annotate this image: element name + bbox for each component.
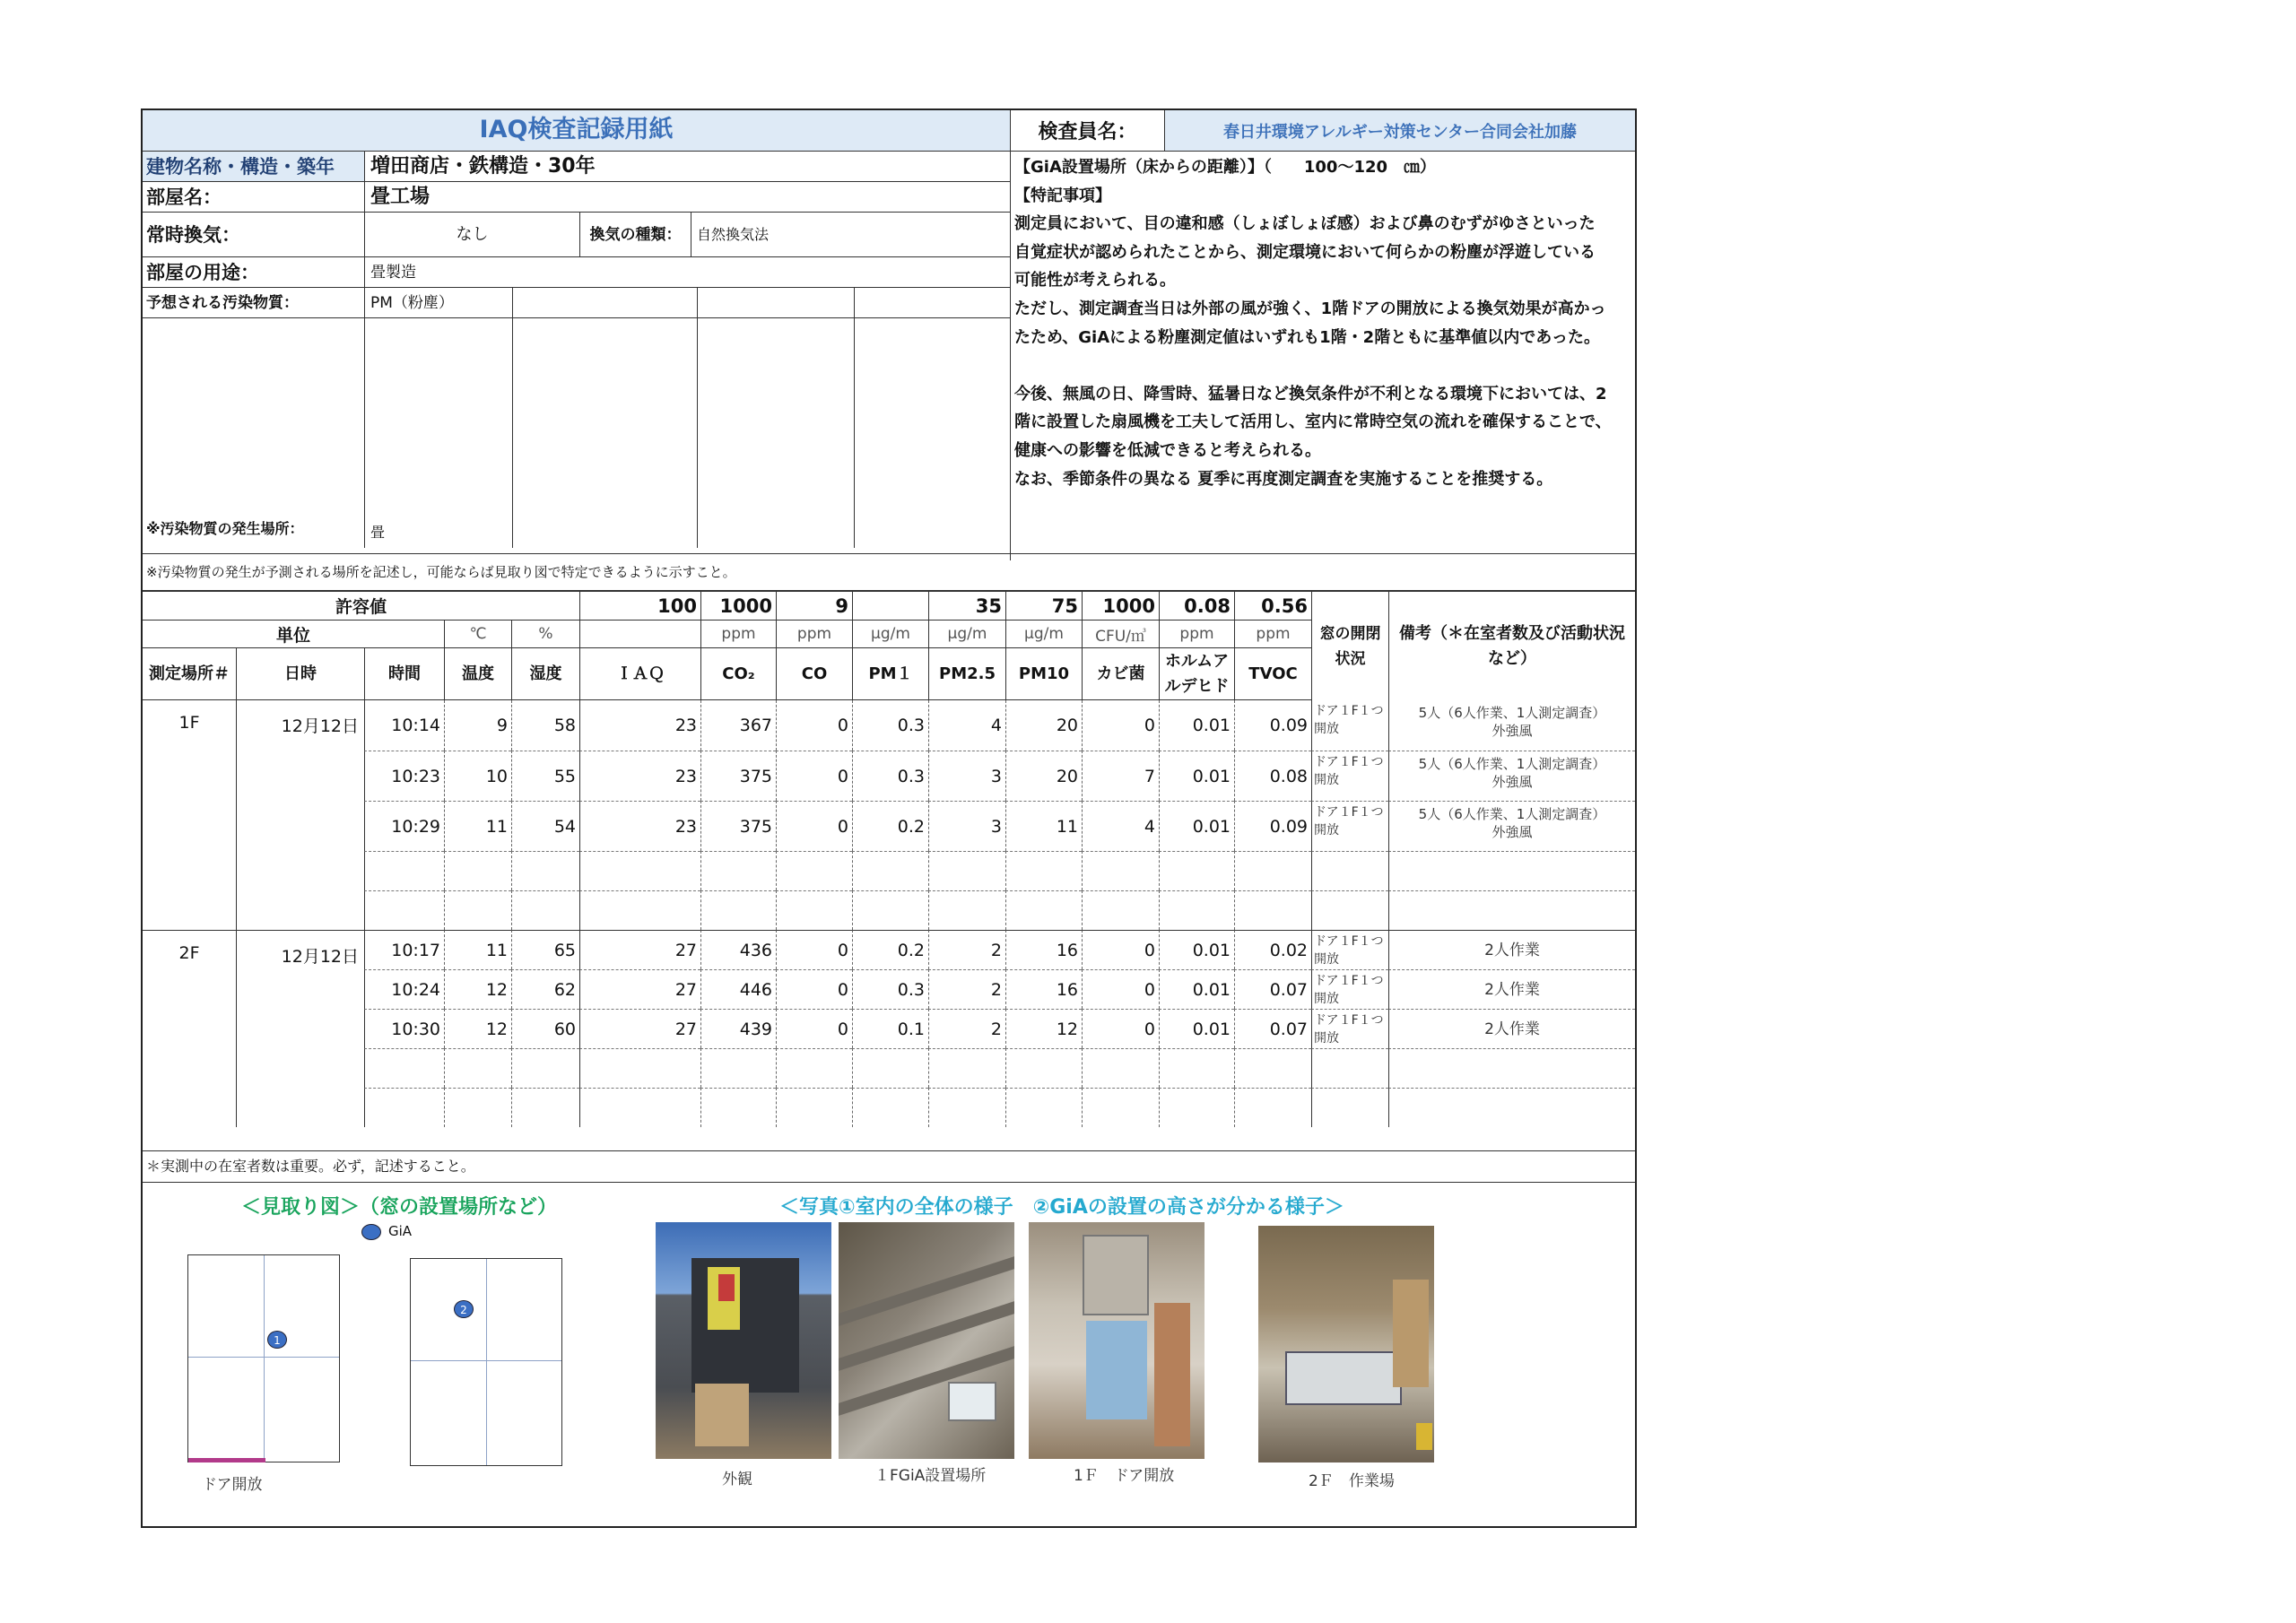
- cell-pm25: 4: [928, 700, 1005, 751]
- cell-pm10: [1005, 890, 1082, 930]
- special-note-line: [1014, 352, 1631, 380]
- cell-co: 0: [776, 700, 852, 751]
- cell-iaq: 23: [579, 801, 700, 851]
- floorplan-grid-line: [264, 1255, 265, 1462]
- remark-line: 2人作業: [1484, 1020, 1540, 1038]
- pollutant-value: PM（粉塵）: [365, 288, 513, 318]
- cell-window: [1311, 890, 1388, 930]
- cell-tvoc: 0.09: [1234, 700, 1311, 751]
- special-note-line: たため、GiAによる粉塵測定値はいずれも1階・2階ともに基準値以内であった。: [1014, 327, 1601, 347]
- special-note-line: 健康への影響を低減できると考えられる。: [1014, 440, 1321, 460]
- cell-hcho: 0.01: [1159, 969, 1234, 1009]
- cell-time: 10:29: [364, 801, 444, 851]
- photo-gia-location: [839, 1222, 1014, 1459]
- cell-pm10: 16: [1005, 930, 1082, 969]
- cell-pm10: 12: [1005, 1009, 1082, 1048]
- cell-pm1: 0.3: [852, 751, 928, 801]
- gia-legend-label: GiA: [388, 1223, 413, 1239]
- source-value: 畳: [370, 524, 386, 541]
- cell-co: 0: [776, 751, 852, 801]
- cell-hcho: 0.01: [1159, 751, 1234, 801]
- column-header: ホルムアルデヒド: [1159, 648, 1234, 700]
- gia-marker-2: 2: [454, 1300, 474, 1318]
- floorplan-title: ＜見取り図＞（窓の設置場所など）: [241, 1196, 558, 1219]
- remark-line: 5人（6人作業、1人測定調査）: [1418, 705, 1606, 721]
- column-header: ＩＡＱ: [579, 648, 700, 700]
- pollutant-cell-3: [698, 288, 855, 318]
- window-header: 窓の開閉状況: [1311, 591, 1388, 700]
- cell-hum: 54: [511, 801, 579, 851]
- cell-remarks: [1388, 930, 1635, 969]
- unit-value: μg/m: [1005, 621, 1082, 648]
- room-value: 畳工場: [365, 182, 1011, 213]
- cell-pm10: 16: [1005, 969, 1082, 1009]
- cell-pm10: 20: [1005, 751, 1082, 801]
- cell-pm1: 0.1: [852, 1009, 928, 1048]
- cell-time: [364, 1088, 444, 1127]
- cell-place: 2F: [143, 930, 236, 969]
- cell-window: [1311, 1088, 1388, 1127]
- cell-mold: [1082, 890, 1159, 930]
- photo-caption-workshop: 2Ｆ 作業場: [1309, 1472, 1395, 1490]
- cell-co: [776, 1048, 852, 1088]
- cell-time: 10:23: [364, 751, 444, 801]
- cell-pm25: 3: [928, 801, 1005, 851]
- cell-tvoc: [1234, 851, 1311, 890]
- cell-pm1: 0.2: [852, 930, 928, 969]
- cell-hum: [511, 1088, 579, 1127]
- cell-hum: 55: [511, 751, 579, 801]
- building-label: 建物名称・構造・築年: [143, 152, 365, 182]
- source-cell-2: [513, 318, 698, 548]
- cell-mold: 0: [1082, 1009, 1159, 1048]
- cell-date: [236, 1088, 364, 1127]
- cell-iaq: 23: [579, 751, 700, 801]
- cell-date: [236, 890, 364, 930]
- cell-pm10: 11: [1005, 801, 1082, 851]
- cell-tvoc: 0.07: [1234, 1009, 1311, 1048]
- cell-iaq: [579, 890, 700, 930]
- cell-mold: [1082, 1048, 1159, 1088]
- floorplan-grid-line: [486, 1259, 487, 1465]
- cell-co2: 375: [700, 751, 776, 801]
- pollutant-cell-4: [855, 288, 1011, 318]
- ventilation-value: なし: [365, 213, 580, 257]
- cell-hum: [511, 890, 579, 930]
- column-header: CO: [776, 648, 852, 700]
- unit-value: [579, 621, 700, 648]
- cell-time: 10:14: [364, 700, 444, 751]
- cell-mold: 0: [1082, 930, 1159, 969]
- cell-hum: 60: [511, 1009, 579, 1048]
- cell-time: 10:30: [364, 1009, 444, 1048]
- cell-remarks: [1388, 851, 1635, 890]
- unit-value: ppm: [1234, 621, 1311, 648]
- limit-value: [852, 591, 928, 621]
- pollutant-cell-2: [513, 288, 698, 318]
- cell-tvoc: 0.07: [1234, 969, 1311, 1009]
- cell-mold: 0: [1082, 969, 1159, 1009]
- door-marker: [188, 1458, 265, 1462]
- cell-hcho: [1159, 851, 1234, 890]
- cell-hcho: 0.01: [1159, 801, 1234, 851]
- special-note-line: 今後、無風の日、降雪時、猛暑日など換気条件が不利となる環境下においては、2: [1014, 384, 1607, 404]
- cell-co2: [700, 890, 776, 930]
- cell-temp: 11: [444, 801, 511, 851]
- photo-caption-exterior: 外観: [722, 1471, 752, 1488]
- cell-co2: 367: [700, 700, 776, 751]
- shelf-shape: [1393, 1280, 1429, 1387]
- unit-value: μg/m: [852, 621, 928, 648]
- cell-co2: [700, 1088, 776, 1127]
- cell-tvoc: 0.08: [1234, 751, 1311, 801]
- cell-pm1: 0.3: [852, 969, 928, 1009]
- cell-hcho: 0.01: [1159, 1009, 1234, 1048]
- unit-value: μg/m: [928, 621, 1005, 648]
- remark-line: 外強風: [1492, 774, 1533, 790]
- column-header: 温度: [444, 648, 511, 700]
- cell-iaq: 23: [579, 700, 700, 751]
- column-header: PM2.5: [928, 648, 1005, 700]
- window-status: ドア１F１つ開放: [1314, 704, 1384, 736]
- unit-value: CFU/㎥: [1082, 621, 1159, 648]
- cell-remarks: [1388, 969, 1635, 1009]
- cell-hcho: 0.01: [1159, 930, 1234, 969]
- cell-pm1: [852, 851, 928, 890]
- column-header: 時間: [364, 648, 444, 700]
- cell-pm25: 3: [928, 751, 1005, 801]
- cell-hcho: 0.01: [1159, 700, 1234, 751]
- usage-label: 部屋の用途：: [143, 257, 365, 288]
- info-block: [143, 152, 1011, 560]
- building-value: 増田商店・鉄構造・30年: [365, 152, 1011, 182]
- cell-pm1: [852, 890, 928, 930]
- cell-window: [1311, 930, 1388, 969]
- cell-place: [143, 969, 236, 1009]
- cell-remarks: [1388, 890, 1635, 930]
- special-note-line: 自覚症状が認められたことから、測定環境において何らかの粉塵が浮遊している: [1014, 242, 1596, 262]
- shutter-shape: [1083, 1235, 1149, 1315]
- pollutant-label: 予想される汚染物質：: [143, 288, 365, 318]
- cell-window: [1311, 851, 1388, 890]
- limit-value: 75: [1005, 591, 1082, 621]
- special-note-line: 階に設置した扇風機を工夫して活用し、室内に常時空気の流れを確保することで、: [1014, 412, 1612, 432]
- remarks-header: 備考（＊在室者数及び活動状況など）: [1388, 591, 1635, 700]
- source-cell-1: [365, 318, 513, 548]
- cell-hum: 65: [511, 930, 579, 969]
- column-header: CO₂: [700, 648, 776, 700]
- cell-temp: 9: [444, 700, 511, 751]
- cell-place: [143, 890, 236, 930]
- cell-temp: 10: [444, 751, 511, 801]
- unit-value: ppm: [1159, 621, 1234, 648]
- cell-co: [776, 1088, 852, 1127]
- cell-mold: 7: [1082, 751, 1159, 801]
- cell-remarks: [1388, 801, 1635, 851]
- cell-tvoc: [1234, 1048, 1311, 1088]
- sign-shape: [718, 1274, 735, 1301]
- remark-line: 5人（6人作業、1人測定調査）: [1418, 806, 1606, 822]
- inspector-value: 春日井環境アレルギー対策センター合同会社加藤: [1165, 110, 1635, 152]
- cell-place: [143, 751, 236, 801]
- limit-value: 9: [776, 591, 852, 621]
- usage-value: 畳製造: [365, 257, 1011, 288]
- window-status: ドア１F１つ開放: [1314, 934, 1384, 967]
- cell-co: [776, 890, 852, 930]
- pollutant-label-cell: [143, 288, 365, 548]
- table-footnote: ＊実測中の在室者数は重要。必ず，記述すること。: [143, 1150, 1635, 1183]
- cell-place: [143, 851, 236, 890]
- cell-date: [236, 1009, 364, 1048]
- cell-co2: 446: [700, 969, 776, 1009]
- cell-window: [1311, 1048, 1388, 1088]
- unit-value: ppm: [776, 621, 852, 648]
- cell-remarks: [1388, 1009, 1635, 1048]
- floorplan-2f: [410, 1258, 562, 1466]
- title-bar: [143, 110, 1011, 152]
- cell-temp: [444, 851, 511, 890]
- unit-value: %: [511, 621, 579, 648]
- iaq-record-sheet: [141, 108, 1637, 1528]
- cell-remarks: [1388, 751, 1635, 801]
- measurement-table: [143, 591, 1635, 1156]
- cell-co2: [700, 1048, 776, 1088]
- cell-pm25: 2: [928, 1009, 1005, 1048]
- cell-temp: 12: [444, 969, 511, 1009]
- unit-value: ℃: [444, 621, 511, 648]
- cell-tvoc: [1234, 890, 1311, 930]
- source-cell-3: [698, 318, 855, 548]
- gia-marker-1: 1: [267, 1331, 287, 1349]
- limit-value: 100: [579, 591, 700, 621]
- cell-mold: 4: [1082, 801, 1159, 851]
- cell-pm25: [928, 1048, 1005, 1088]
- cell-remarks: [1388, 700, 1635, 751]
- photo-title: ＜写真①室内の全体の様子 ②GiAの設置の高さが分かる様子＞: [779, 1196, 1344, 1219]
- worktable-shape: [1285, 1351, 1402, 1405]
- cell-mold: 0: [1082, 700, 1159, 751]
- cell-date: [236, 801, 364, 851]
- cell-pm25: [928, 1088, 1005, 1127]
- special-note-line: 可能性が考えられる。: [1014, 271, 1176, 291]
- cell-co: 0: [776, 801, 852, 851]
- limit-value: 1000: [1082, 591, 1159, 621]
- column-header: TVOC: [1234, 648, 1311, 700]
- window-status: ドア１F１つ開放: [1314, 805, 1384, 838]
- source-label: ※汚染物質の発生場所：: [146, 520, 304, 537]
- floorplan-grid-line: [188, 1357, 339, 1358]
- cell-date: [236, 751, 364, 801]
- cell-iaq: [579, 1088, 700, 1127]
- room-label: 部屋名：: [143, 182, 365, 213]
- cell-time: [364, 1048, 444, 1088]
- cell-place: [143, 801, 236, 851]
- cell-hcho: [1159, 890, 1234, 930]
- ventilation-label: 常時換気：: [143, 213, 365, 257]
- cell-date: [236, 851, 364, 890]
- cell-co2: 375: [700, 801, 776, 851]
- cell-pm1: 0.3: [852, 700, 928, 751]
- cell-iaq: 27: [579, 930, 700, 969]
- cell-time: 10:17: [364, 930, 444, 969]
- cell-place: [143, 1048, 236, 1088]
- window-status: ドア１F１つ開放: [1314, 1013, 1384, 1046]
- special-note-line: ただし、測定調査当日は外部の風が強く、1階ドアの開放による換気効果が高かっ: [1014, 299, 1606, 318]
- floorplan-1f: [187, 1254, 340, 1462]
- cell-hum: [511, 1048, 579, 1088]
- doorway-shape: [1086, 1321, 1147, 1419]
- remark-line: 2人作業: [1484, 941, 1540, 959]
- bucket-shape: [1416, 1423, 1432, 1450]
- cell-pm10: [1005, 1048, 1082, 1088]
- cell-pm10: [1005, 851, 1082, 890]
- remark-line: 2人作業: [1484, 980, 1540, 999]
- cell-pm1: [852, 1048, 928, 1088]
- limit-value: 0.56: [1234, 591, 1311, 621]
- cell-pm10: 20: [1005, 700, 1082, 751]
- cell-hum: 58: [511, 700, 579, 751]
- column-header: PM１: [852, 648, 928, 700]
- gia-device-shape: [948, 1382, 996, 1421]
- cell-pm10: [1005, 1088, 1082, 1127]
- cell-window: [1311, 700, 1388, 751]
- cell-hcho: [1159, 1048, 1234, 1088]
- cell-window: [1311, 1009, 1388, 1048]
- unit-value: ppm: [700, 621, 776, 648]
- gia-location: 【GiA設置場所（床からの距離）】（ 100～120 ㎝）: [1014, 158, 1437, 177]
- limit-value: 0.08: [1159, 591, 1234, 621]
- cell-tvoc: 0.09: [1234, 801, 1311, 851]
- special-note-line: なお、季節条件の異なる 夏季に再度測定調査を実施することを推奨する。: [1014, 469, 1553, 489]
- cell-mold: [1082, 1088, 1159, 1127]
- cell-window: [1311, 751, 1388, 801]
- cell-co2: 439: [700, 1009, 776, 1048]
- cell-co: 0: [776, 1009, 852, 1048]
- cell-place: 1F: [178, 713, 200, 733]
- cell-tvoc: 0.02: [1234, 930, 1311, 969]
- photo-exterior: [656, 1222, 831, 1459]
- cell-pm25: [928, 851, 1005, 890]
- cell-hcho: [1159, 1088, 1234, 1127]
- unit-label: 単位: [143, 621, 444, 648]
- cell-pm25: 2: [928, 969, 1005, 1009]
- sheet-title: IAQ検査記録用紙: [479, 116, 674, 143]
- cell-remarks: [1388, 1088, 1635, 1127]
- cell-iaq: 27: [579, 1009, 700, 1048]
- cell-hum: [511, 851, 579, 890]
- cell-temp: [444, 1088, 511, 1127]
- cell-mold: [1082, 851, 1159, 890]
- cell-temp: [444, 1048, 511, 1088]
- cell-co2: 436: [700, 930, 776, 969]
- cell-co2: [700, 851, 776, 890]
- cell-co: [776, 851, 852, 890]
- cell-date: [236, 1048, 364, 1088]
- cell-hum: 62: [511, 969, 579, 1009]
- special-notes-label: 【特記事項】: [1014, 186, 1111, 205]
- cell-iaq: 27: [579, 969, 700, 1009]
- cell-place: [143, 1009, 236, 1048]
- cell-time: 10:24: [364, 969, 444, 1009]
- cell-time: [364, 890, 444, 930]
- cell-pm1: 0.2: [852, 801, 928, 851]
- remark-line: 外強風: [1492, 723, 1533, 739]
- cell-time: [364, 851, 444, 890]
- limit-value: 35: [928, 591, 1005, 621]
- cell-temp: 12: [444, 1009, 511, 1048]
- ventilation-type-label: 換気の種類：: [580, 213, 691, 257]
- limit-value: 1000: [700, 591, 776, 621]
- cell-date: [236, 969, 364, 1009]
- column-header: カビ菌: [1082, 648, 1159, 700]
- window-status: ドア１F１つ開放: [1314, 755, 1384, 787]
- cell-pm25: 2: [928, 930, 1005, 969]
- cell-remarks: [1388, 1048, 1635, 1088]
- cell-co: 0: [776, 969, 852, 1009]
- ventilation-type-value: 自然換気法: [691, 213, 1011, 257]
- notes-block: [1011, 152, 1635, 551]
- cell-temp: 11: [444, 930, 511, 969]
- special-note-line: 測定員において、目の違和感（しょぼしょぼ感）および鼻のむずがゆさといった: [1014, 214, 1596, 234]
- remark-line: 5人（6人作業、1人測定調査）: [1418, 756, 1606, 772]
- cell-iaq: [579, 1048, 700, 1088]
- cell-co: 0: [776, 930, 852, 969]
- column-header: 日時: [236, 648, 364, 700]
- column-header: PM10: [1005, 648, 1082, 700]
- cell-temp: [444, 890, 511, 930]
- photo-2f-workshop: [1258, 1226, 1434, 1462]
- cell-pm1: [852, 1088, 928, 1127]
- photo-1f-door: [1029, 1222, 1205, 1459]
- cell-place: [143, 1088, 236, 1127]
- gia-legend-icon: [361, 1224, 381, 1240]
- source-note: ※汚染物質の発生が予測される場所を記述し，可能ならば見取り図で特定できるように示すこと。: [143, 553, 1635, 591]
- cell-tvoc: [1234, 1088, 1311, 1127]
- cell-iaq: [579, 851, 700, 890]
- column-header: 測定場所＃: [143, 648, 236, 700]
- cell-date: 12月12日: [236, 930, 364, 969]
- door-caption: ドア開放: [202, 1476, 263, 1494]
- cell-pm25: [928, 890, 1005, 930]
- window-status: ドア１F１つ開放: [1314, 974, 1384, 1006]
- cell-window: [1311, 801, 1388, 851]
- column-header: 湿度: [511, 648, 579, 700]
- board-shape: [1154, 1303, 1190, 1446]
- floorplan-grid-line: [411, 1360, 561, 1361]
- entrance-shape: [695, 1384, 749, 1446]
- cell-date: 12月12日: [236, 700, 364, 751]
- photo-caption-gia: １FGiA設置場所: [874, 1467, 987, 1485]
- photo-caption-door: 1Ｆ ドア開放: [1074, 1467, 1175, 1485]
- limit-label: 許容値: [143, 591, 579, 621]
- inspector-label: 検査員名：: [1011, 110, 1165, 152]
- cell-window: [1311, 969, 1388, 1009]
- remark-line: 外強風: [1492, 824, 1533, 840]
